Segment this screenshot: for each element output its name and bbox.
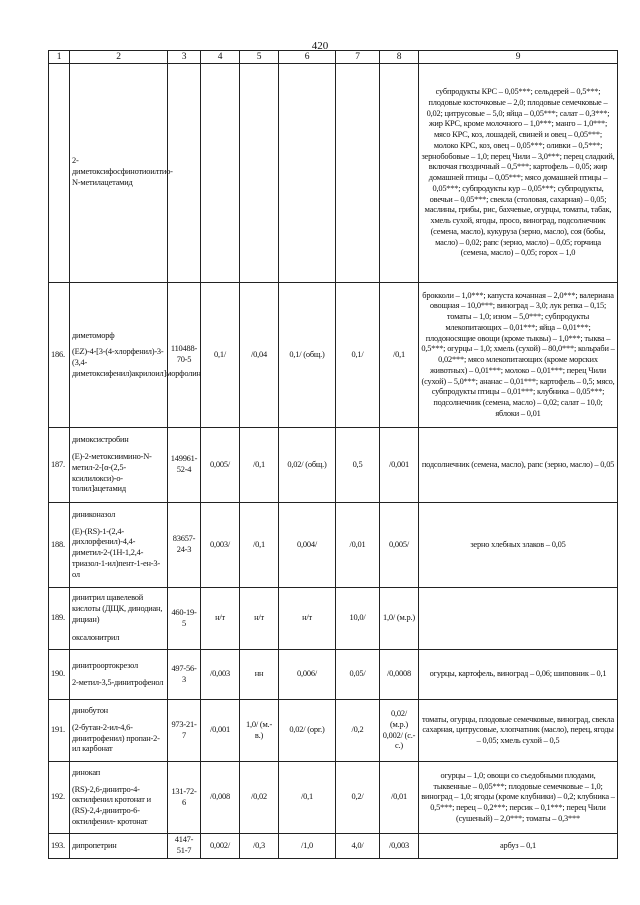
value-col4: 0,005/ <box>201 428 240 503</box>
value-col6: 0,02/ (орг.) <box>279 700 336 762</box>
value-col5 <box>240 64 279 283</box>
table-row <box>49 503 618 588</box>
value-col6 <box>279 64 336 283</box>
cas-number: 131-72-6 <box>168 762 201 834</box>
row-number: 187. <box>49 428 70 503</box>
value-col4: /0,008 <box>201 762 240 834</box>
col-header: 6 <box>279 51 336 64</box>
substance-name: димоксистробин <box>72 435 129 445</box>
substance-cell <box>70 64 173 283</box>
substance-chemical-name: (E)-(RS)-1-(2,4-дихлорфенил)-4,4-диметил-2-(1H-1,2,4-триазол-1-ил)пент-1-ен-3-ол <box>72 526 160 579</box>
mrl-values: субпродукты КРС – 0,05***; сельдерей – 0,5***; плодовые косточковые – 2,0; плодовые семечковые – 0,02; цитрусовые – 5,0; яйца – 0,05***; салат – 0,3***; жир КРС, кроме молочного – 1,0***; манго – 1,0***; мясо КРС, коз, лошадей, свиней и овец – 0,05***; молоко КРС, коз, овец – 0,05***; оливки – 0,5***; зернобобовые – 1,0; перец Чили – 3,0***; перец сладкий, включая гвоздичный – 0,5***; картофель – 0,05; жир домашней птицы – 0,05***; мясо домашней птицы – 0,05***; субпродукты кур – 0,05***; субпродукты, овечьи – 0,05***; свекла (столовая, сахарная) – 0,05; маслины, грибы, рис, бахчевые, огурцы, томаты, табак, хмель сухой, ягоды, просо, виноград, подсолнечник (семена, масло), кукуруза (зерно, масло), соя (бобы, масло) – 0,02; рапс (зерно, масло) – 0,05; горчица (семена, масло) – 0,05; горох – 1,0 <box>419 64 618 283</box>
column-number-row <box>49 51 618 64</box>
substance-chemical-name: 2-диметоксифосфинотиоилтио-N-метилацетамид <box>72 156 173 187</box>
value-col6: /1,0 <box>279 834 336 859</box>
table-row <box>49 700 618 762</box>
substance-cell <box>70 834 168 859</box>
value-col4: /0,003 <box>201 650 240 700</box>
value-col5: /0,02 <box>240 762 279 834</box>
value-col4: 0,003/ <box>201 503 240 588</box>
value-col5: /0,04 <box>240 283 279 428</box>
col-header: 2 <box>70 51 168 64</box>
value-col8: 0,02/ (м.р.) 0,002/ (с.-с.) <box>380 700 419 762</box>
value-col8: /0,001 <box>380 428 419 503</box>
cas-number: 83657-24-3 <box>168 503 201 588</box>
row-number: 191. <box>49 700 70 762</box>
mrl-values: подсолнечник (семена, масло), рапс (зерно, масло) – 0,05 <box>419 428 618 503</box>
substance-chemical-name: 2-метил-3,5-динитрофенол <box>72 677 164 687</box>
value-col5: /0,1 <box>240 428 279 503</box>
value-col8: 0,005/ <box>380 503 419 588</box>
substance-cell <box>70 762 168 834</box>
value-col4: 0,002/ <box>201 834 240 859</box>
value-col5: нн <box>240 650 279 700</box>
page-number: 420 <box>311 40 329 52</box>
substance-name: диметоморф <box>72 330 115 340</box>
substance-name: динокап <box>72 767 101 777</box>
substance-name: диниконазол <box>72 509 116 519</box>
row-number: 189. <box>49 588 70 650</box>
mrl-values: огурцы, картофель, виноград – 0,06; шиповник – 0,1 <box>419 650 618 700</box>
value-col7: /0,2 <box>336 700 380 762</box>
value-col7: 0,05/ <box>336 650 380 700</box>
value-col5: /0,1 <box>240 503 279 588</box>
cas-number: 460-19-5 <box>168 588 201 650</box>
substance-name: динобутон <box>72 706 108 716</box>
substance-chemical-name: (RS)-2,6-динитро-4-октилфенил кротонат и (RS)-2,4-динитро-6-октилфенил- кротонат <box>72 784 151 826</box>
col-header: 3 <box>168 51 201 64</box>
row-number: 188. <box>49 503 70 588</box>
row-number <box>49 64 70 283</box>
col-header: 9 <box>419 51 618 64</box>
value-col7 <box>336 64 380 283</box>
value-col5: н/т <box>240 588 279 650</box>
value-col8: 1,0/ (м.р.) <box>380 588 419 650</box>
substance-cell <box>70 700 168 762</box>
substance-chemical-name: (2-бутан-2-ил-4,6-динитрофенил) пропан-2-ил карбонат <box>72 722 160 754</box>
value-col4: н/т <box>201 588 240 650</box>
mrl-values: брокколи – 1,0***; капуста кочанная – 2,0***; валериана овощная – 10,0***; виноград – 3,0; лук репка – 0,15; томаты – 1,0; изюм – 5,0***; субпродукты млекопитающих – 0,01***; яйца – 0,01***; плодоносящие овощи (кроме тыквы) – 1,0***; тыква – 0,5***; огурцы – 1,0; хмель (сухой) – 80,0***; кольраби – 0,02***; мясо млекопитающих (кроме морских животных) – 0,01***; молоко – 0,01***; перец Чили (сухой) – 5,0***; ананас – 0,01***; картофель – 0,5; мясо, субпродукты птицы – 0,01***; клубника – 0,05***; подсолнечник (семена, масло) – 0,02; салат – 10,0; яблоки – 0,01 <box>419 283 618 428</box>
table-row <box>49 283 618 428</box>
value-col6: 0,02/ (общ.) <box>279 428 336 503</box>
col-header: 8 <box>380 51 419 64</box>
table-row <box>49 588 618 650</box>
substance-cell <box>70 428 168 503</box>
value-col5: /0,3 <box>240 834 279 859</box>
substance-chemical-name: (E)-2-метоксиимино-N-метил-2-[α-(2,5-ксилилокси)-о-толил]ацетамид <box>72 452 152 494</box>
col-header: 5 <box>240 51 279 64</box>
mrl-values: арбуз – 0,1 <box>419 834 618 859</box>
value-col8: /0,01 <box>380 762 419 834</box>
table-row <box>49 762 618 834</box>
value-col8: /0,003 <box>380 834 419 859</box>
row-number: 190. <box>49 650 70 700</box>
value-col5: 1,0/ (м.-в.) <box>240 700 279 762</box>
value-col7: 0,5 <box>336 428 380 503</box>
substance-cell <box>70 503 168 588</box>
cas-number: 4147-51-7 <box>168 834 201 859</box>
substance-name: динитрил щавелевой кислоты (ДЩК, динодиан, дициан) <box>72 593 163 624</box>
value-col7: /0,01 <box>336 503 380 588</box>
hygiene-standards-table <box>48 50 618 859</box>
table-row <box>49 64 618 283</box>
value-col8: /0,0008 <box>380 650 419 700</box>
substance-name: динитроортокрезол <box>72 660 139 670</box>
value-col4: 0,1/ <box>201 283 240 428</box>
value-col8 <box>380 64 419 283</box>
row-number: 193. <box>49 834 70 859</box>
mrl-values: томаты, огурцы, плодовые семечковые, виноград, свекла сахарная, цитрусовые, хлопчатник (масло), перец, ягоды – 0,05; хмель сухой – 0,5 <box>419 700 618 762</box>
mrl-values: зерно хлебных злаков – 0,05 <box>419 503 618 588</box>
row-number: 192. <box>49 762 70 834</box>
mrl-values: огурцы – 1,0; овощи со съедобными плодами, тыквенные – 0,05***; плодовые семечковые – 1,0; виноград – 1,0; ягоды (кроме клубники) – 0,2; клубника – 0,5***; перец – 0,2***; персик – 0,1***; перец Чили (сушеный) – 2,0***; томаты – 0,3*** <box>419 762 618 834</box>
cas-number: 973-21-7 <box>168 700 201 762</box>
cas-number: 149961-52-4 <box>168 428 201 503</box>
col-header: 7 <box>336 51 380 64</box>
mrl-values <box>419 588 618 650</box>
value-col6: 0,004/ <box>279 503 336 588</box>
substance-name: дипропетрин <box>72 840 117 850</box>
substance-synonym: оксалонитрил <box>72 633 120 643</box>
substance-chemical-name: (EZ)-4-[3-(4-хлорфенил)-3-(3,4-диметоксифенил)акрилоил]морфолин <box>72 347 201 378</box>
value-col4: /0,001 <box>201 700 240 762</box>
value-col4 <box>201 64 240 283</box>
value-col6: 0,006/ <box>279 650 336 700</box>
value-col7: 0,2/ <box>336 762 380 834</box>
value-col6: н/т <box>279 588 336 650</box>
substance-cell <box>70 588 168 650</box>
value-col7: 4,0/ <box>336 834 380 859</box>
table-row <box>49 428 618 503</box>
value-col8: /0,1 <box>380 283 419 428</box>
col-header: 4 <box>201 51 240 64</box>
value-col6: 0,1/ (общ.) <box>279 283 336 428</box>
col-header: 1 <box>49 51 70 64</box>
cas-number: 497-56-3 <box>168 650 201 700</box>
value-col7: 10,0/ <box>336 588 380 650</box>
table-row <box>49 650 618 700</box>
cas-number: 110488-70-5 <box>168 283 201 428</box>
substance-cell <box>70 650 168 700</box>
value-col7: 0,1/ <box>336 283 380 428</box>
table-row <box>49 834 618 859</box>
value-col6: /0,1 <box>279 762 336 834</box>
row-number: 186. <box>49 283 70 428</box>
